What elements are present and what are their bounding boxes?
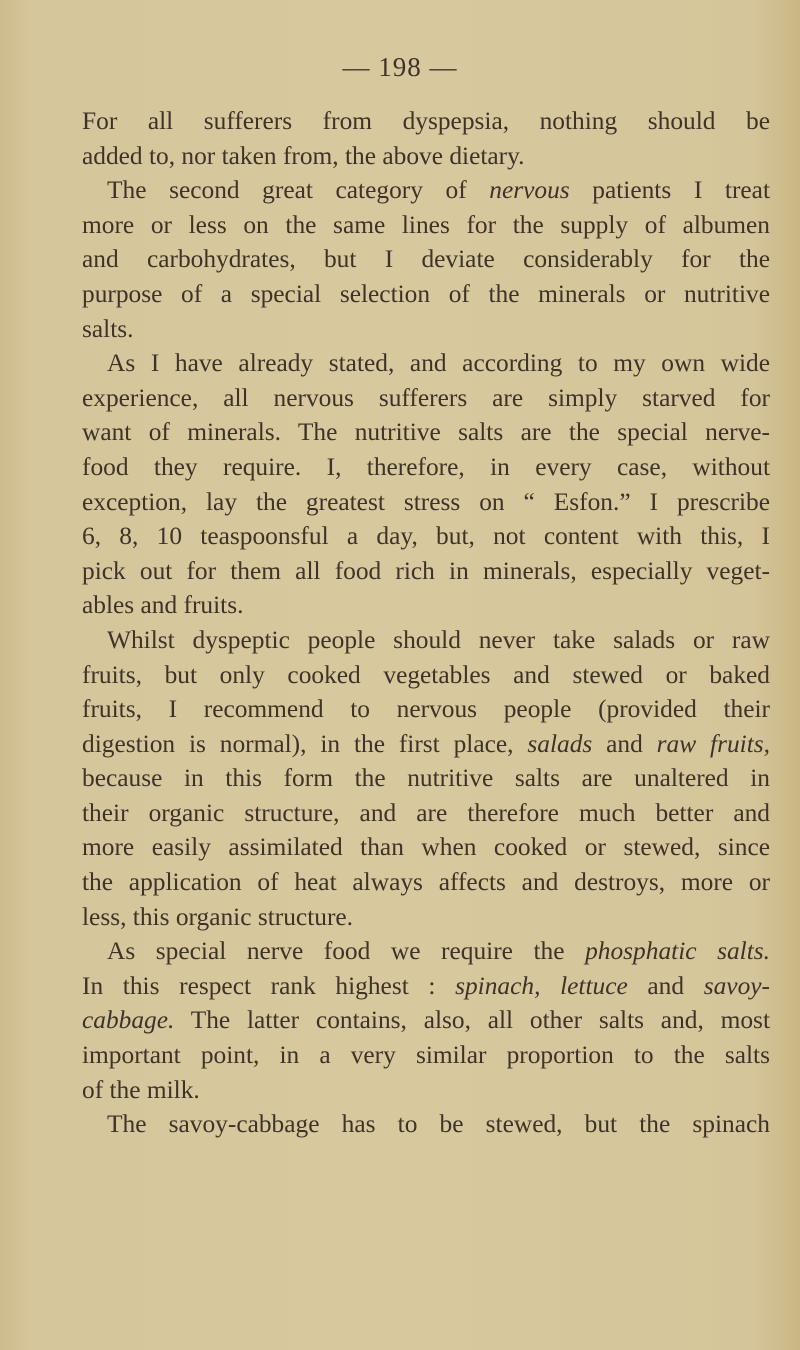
italic-term: cabbage. — [82, 1006, 175, 1035]
text-line: pick out for them all food rich in minerals, especially veget- — [82, 556, 770, 585]
text-line: of the milk. — [82, 1075, 200, 1104]
text-line: salts. — [82, 314, 134, 343]
text-run: The second great category of — [107, 176, 490, 205]
text-line: food they require. I, therefore, in every case, without — [82, 452, 770, 481]
text-line: purpose of a special selection of the minerals or nutritive — [82, 279, 770, 308]
text-line: ables and fruits. — [82, 591, 244, 620]
text-run: As special nerve food we require the — [107, 937, 586, 966]
text-line: added to, nor taken from, the above dietary. — [82, 141, 525, 170]
text-run: digestion is normal), in the first place, — [82, 729, 528, 758]
text-line: more or less on the same lines for the supply of albumen — [82, 210, 770, 239]
text-line: 6, 8, 10 teaspoonsful a day, but, not content with this, I — [82, 522, 770, 551]
text-line: Whilst dyspeptic people should never take salads or raw — [107, 625, 770, 654]
text-line: The savoy-cabbage has to be stewed, but the spinach — [107, 1110, 770, 1139]
page-number: — 198 — — [342, 52, 458, 82]
text-line: more easily assimilated than when cooked or stewed, since — [82, 833, 770, 862]
text-run: and — [627, 971, 704, 1000]
italic-term: phosphatic salts. — [585, 937, 770, 966]
text-line: because in this form the nutritive salts are unaltered in — [82, 764, 770, 793]
text-line: their organic structure, and are therefore much better and — [82, 798, 770, 827]
text-line: As I have already stated, and according to my own wide — [107, 349, 770, 378]
italic-term: spinach, lettuce — [455, 971, 628, 1000]
text-line: less, this organic structure. — [82, 902, 354, 931]
text-line — [82, 727, 770, 762]
text-line: important point, in a very similar proportion to the salts — [82, 1041, 770, 1070]
italic-term: raw fruits, — [656, 729, 771, 758]
text-line — [82, 934, 770, 969]
text-line: fruits, but only cooked vegetables and stewed or baked — [82, 660, 770, 689]
text-run: and — [592, 729, 657, 758]
text-line: exception, lay the greatest stress on “ Esfon.” I prescribe — [82, 487, 770, 516]
text-line: experience, all nervous sufferers are simply starved for — [82, 383, 770, 412]
body-text — [82, 104, 770, 1142]
text-run: patients I treat — [569, 176, 770, 205]
text-run: The latter contains, also, all other salts and, most — [174, 1006, 770, 1035]
text-line — [82, 969, 770, 1004]
italic-term: savoy- — [703, 971, 770, 1000]
text-line: want of minerals. The nutritive salts are the special nerve- — [82, 418, 770, 447]
text-run: In this respect rank highest : — [82, 971, 456, 1000]
text-line: the application of heat always affects and destroys, more or — [82, 868, 770, 897]
italic-term: nervous — [489, 176, 570, 205]
text-line: and carbohydrates, but I deviate considerably for the — [82, 245, 770, 274]
text-line — [82, 1003, 770, 1038]
text-line — [82, 173, 770, 208]
text-line: fruits, I recommend to nervous people (provided their — [82, 695, 770, 724]
text-line: For all sufferers from dyspepsia, nothing should be — [82, 107, 770, 135]
italic-term: salads — [527, 729, 593, 758]
